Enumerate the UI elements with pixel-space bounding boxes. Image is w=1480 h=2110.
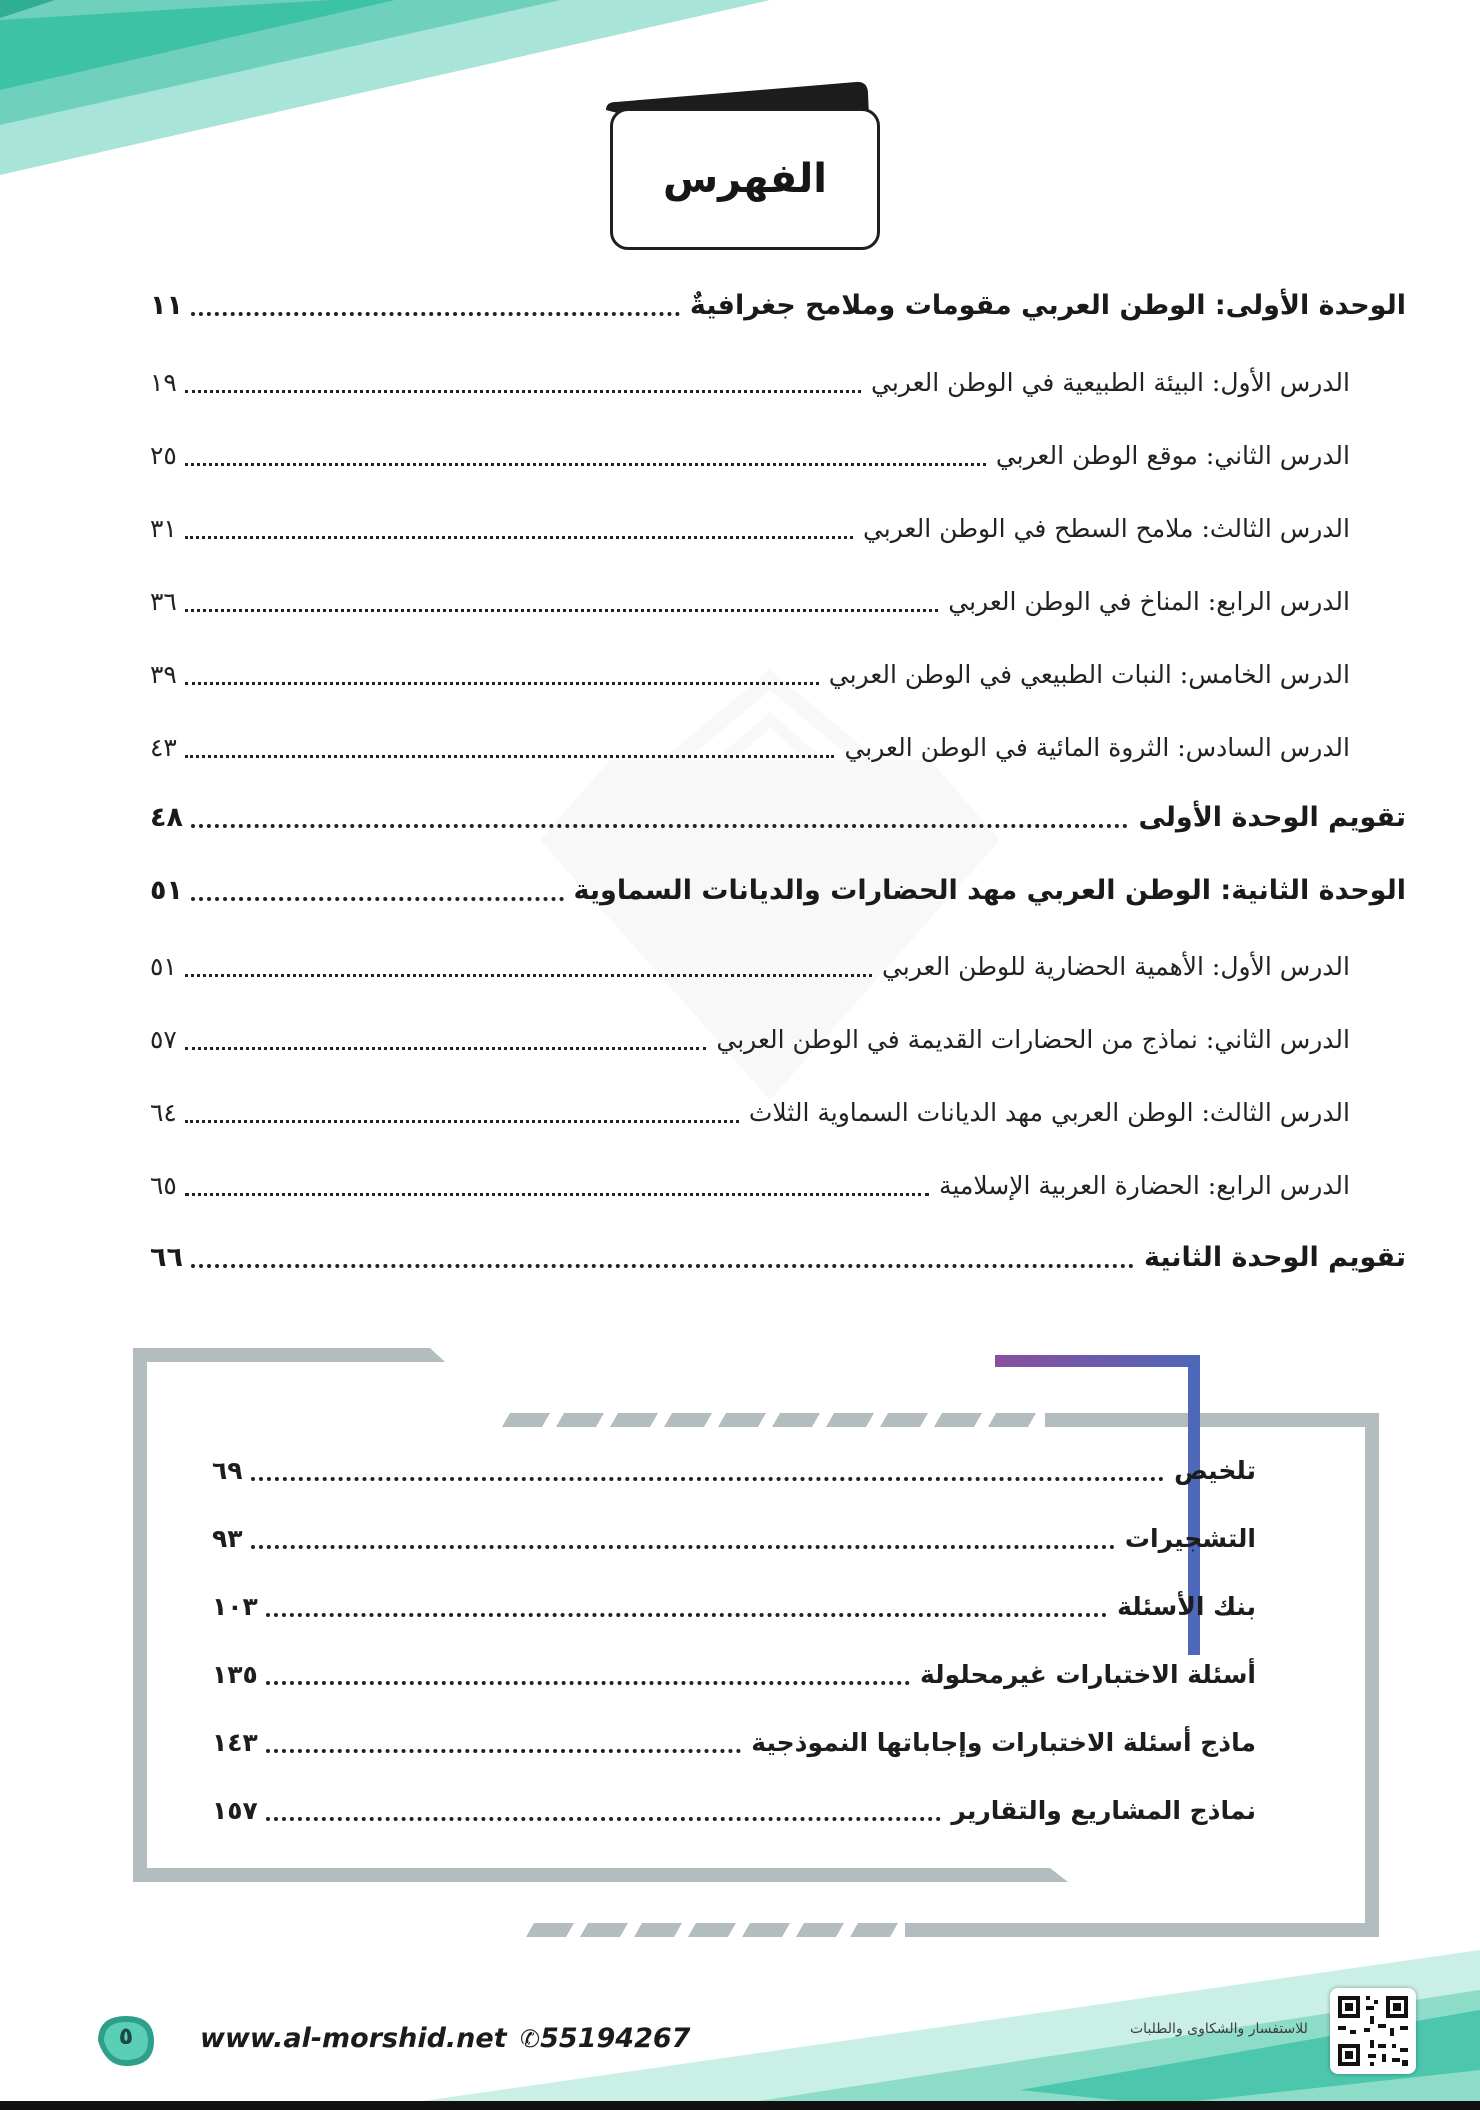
dot-leader (185, 609, 938, 612)
lesson-row (150, 722, 1406, 772)
page-number: ٥ (118, 2022, 134, 2050)
lesson-page: ٦٤ (150, 1097, 177, 1127)
phone-icon: ✆ (520, 2025, 541, 2053)
dot-leader (185, 390, 861, 393)
lesson-row (150, 576, 1406, 626)
evaluation-title: تقويم الوحدة الثانية (1143, 1241, 1406, 1273)
lesson-page: ٤٣ (150, 732, 177, 762)
unit-page: ١١ (150, 289, 183, 321)
extra-row (212, 1717, 1256, 1767)
lesson-title: الدرس الثالث: الوطن العربي مهد الديانات السماوية الثلاث (748, 1097, 1350, 1127)
page-number-badge (92, 2010, 160, 2072)
lesson-page: ١٩ (150, 367, 177, 397)
lesson-row (150, 1014, 1406, 1064)
lesson-title: الدرس الثاني: موقع الوطن العربي (995, 440, 1350, 470)
unit-page: ٥١ (150, 874, 183, 906)
lesson-title: الدرس الثالث: ملامح السطح في الوطن العربي (862, 513, 1350, 543)
extra-row (212, 1785, 1256, 1835)
unit-evaluation (150, 1232, 1406, 1282)
dot-leader (185, 1047, 707, 1050)
dot-leader (251, 1545, 1115, 1549)
dot-leader (266, 1681, 910, 1685)
lesson-page: ٥١ (150, 951, 177, 981)
dot-leader (185, 1120, 739, 1123)
lesson-row (150, 357, 1406, 407)
extra-title: التشجيرات (1124, 1523, 1256, 1553)
lesson-row (150, 1087, 1406, 1137)
dot-leader (251, 1477, 1165, 1481)
extra-page: ٦٩ (212, 1455, 243, 1485)
qr-code[interactable] (1330, 1988, 1416, 2074)
lesson-page: ٣٩ (150, 659, 177, 689)
lesson-title: الدرس الأول: الأهمية الحضارية للوطن العربي (881, 951, 1350, 981)
lesson-row (150, 941, 1406, 991)
extra-title: بنك الأسئلة (1117, 1591, 1256, 1621)
evaluation-page: ٦٦ (150, 1241, 183, 1273)
extra-page: ١٤٣ (212, 1727, 258, 1757)
unit-evaluation (150, 792, 1406, 842)
dot-leader (266, 1749, 742, 1753)
unit-heading (150, 280, 1406, 330)
unit-title: الوحدة الثانية: الوطن العربي مهد الحضارات والديانات السماوية (573, 874, 1406, 906)
lesson-title: الدرس الثاني: نماذج من الحضارات القديمة في الوطن العربي (716, 1024, 1350, 1054)
extra-title: أسئلة الاختبارات غيرمحلولة (920, 1659, 1256, 1689)
lesson-row (150, 1160, 1406, 1210)
dot-leader (185, 974, 872, 977)
page-title: الفهرس (610, 108, 880, 250)
qr-code-icon (1330, 1988, 1416, 2074)
unit-heading (150, 865, 1406, 915)
dot-leader (185, 682, 819, 685)
lesson-title: الدرس الأول: البيئة الطبيعية في الوطن العربي (871, 367, 1350, 397)
lesson-row (150, 649, 1406, 699)
lesson-page: ٣٦ (150, 586, 177, 616)
dot-leader (185, 463, 986, 466)
unit-title: الوحدة الأولى: الوطن العربي مقومات وملامح جغرافيةٌ (689, 289, 1406, 321)
dot-leader (185, 755, 835, 758)
extra-row (212, 1445, 1256, 1495)
lesson-title: الدرس الرابع: المناخ في الوطن العربي (948, 586, 1350, 616)
lesson-page: ٣١ (150, 513, 177, 543)
extra-row (212, 1649, 1256, 1699)
inquiry-text: للاستفسار والشكاوى والطلبات (1130, 2021, 1308, 2037)
dot-leader (185, 1193, 929, 1196)
lesson-page: ٥٧ (150, 1024, 177, 1054)
lesson-row (150, 430, 1406, 480)
extra-title: ماذج أسئلة الاختبارات وإجاباتها النموذجية (751, 1727, 1256, 1757)
dot-leader (191, 824, 1129, 828)
lesson-title: الدرس السادس: الثروة المائية في الوطن العربي (844, 732, 1350, 762)
lesson-row (150, 503, 1406, 553)
extra-row (212, 1581, 1256, 1631)
dot-leader (185, 536, 853, 539)
extra-row (212, 1513, 1256, 1563)
extra-page: ٩٣ (212, 1523, 243, 1553)
lesson-title: الدرس الرابع: الحضارة العربية الإسلامية (939, 1170, 1350, 1200)
extra-title: تلخيص (1174, 1455, 1256, 1485)
extra-page: ١٥٧ (212, 1795, 258, 1825)
lesson-page: ٦٥ (150, 1170, 177, 1200)
extra-page: ١٠٣ (212, 1591, 258, 1621)
dot-leader (191, 1264, 1134, 1268)
extra-page: ١٣٥ (212, 1659, 258, 1689)
evaluation-title: تقويم الوحدة الأولى (1138, 801, 1406, 833)
website-link[interactable]: www.al-morshid.net (200, 2023, 507, 2054)
dot-leader (191, 897, 564, 901)
dot-leader (266, 1817, 942, 1821)
dot-leader (266, 1613, 1107, 1617)
phone-number: 55194267 (540, 2023, 691, 2054)
footer-contact (200, 2023, 690, 2054)
lesson-title: الدرس الخامس: النبات الطبيعي في الوطن العربي (828, 659, 1350, 689)
extra-title: نماذج المشاريع والتقارير (951, 1795, 1256, 1825)
lesson-page: ٢٥ (150, 440, 177, 470)
evaluation-page: ٤٨ (150, 801, 183, 833)
dot-leader (191, 312, 680, 316)
